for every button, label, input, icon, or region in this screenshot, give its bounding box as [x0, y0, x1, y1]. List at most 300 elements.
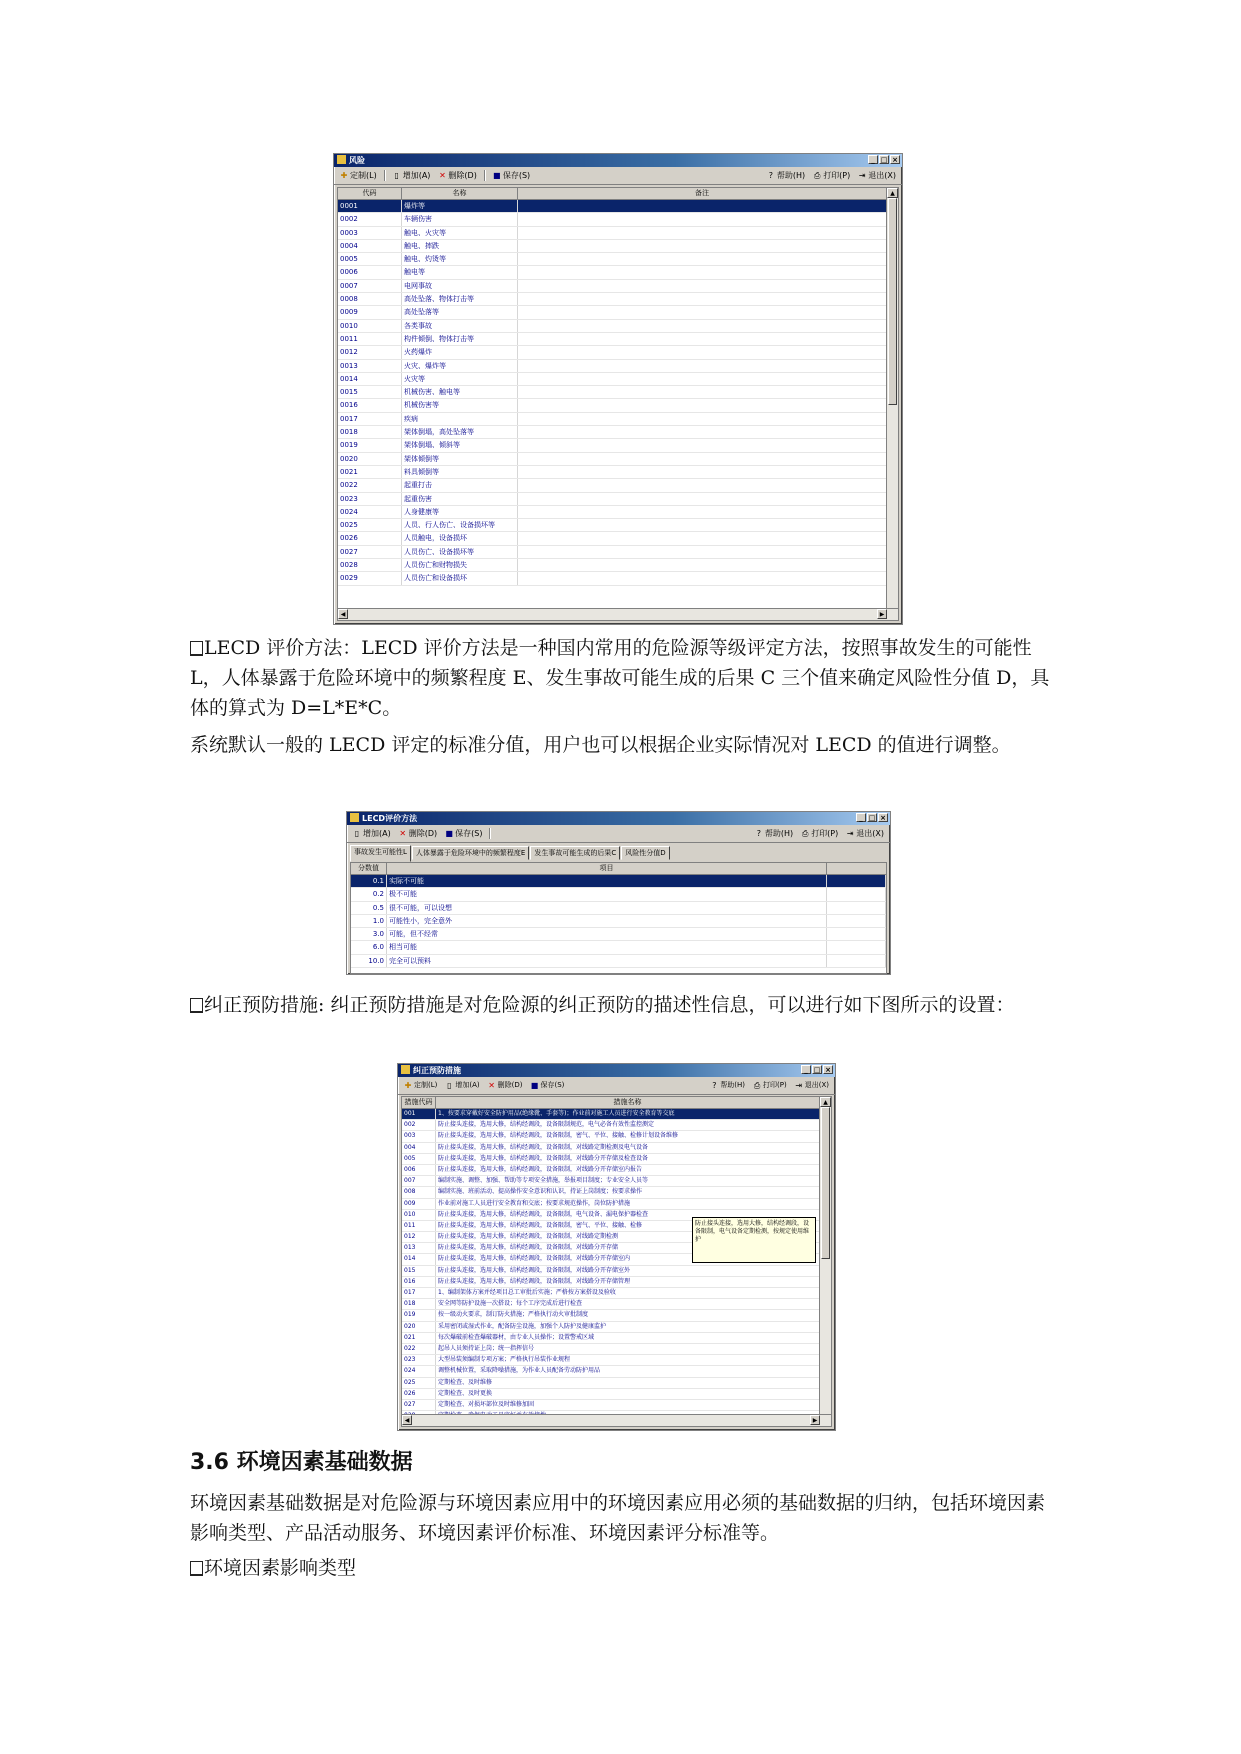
horizontal-scrollbar[interactable]: [338, 608, 898, 620]
help-button[interactable]: ? 帮助(H): [768, 170, 806, 180]
table-cell: [518, 399, 887, 411]
table-cell: 016: [402, 1277, 436, 1287]
table-cell: 起重伤害: [402, 493, 518, 505]
table-row[interactable]: [402, 1310, 820, 1321]
table-cell: 实际不可能: [387, 875, 827, 887]
risk-toolbar: [334, 167, 902, 185]
lecd-toolbar: [347, 825, 890, 843]
lecd-paragraph: LECD 评价方法：LECD 评价方法是一种国内常用的危险源等级评定方法，按照事故发生的可能性 L，人体暴露于危险环境中的频繁程度 E、发生事故可能生成的后果 C 三个值来确定风险性分值 D，具体的算式为 D=L*E*C。: [190, 637, 1050, 719]
save-icon: ■: [445, 828, 453, 838]
customize-button[interactable]: ✚ 定制(L): [404, 1080, 438, 1090]
table-row[interactable]: [338, 293, 887, 306]
window-title: 风险: [349, 156, 365, 165]
table-cell: 人身健康等: [402, 506, 518, 518]
table-row[interactable]: [338, 253, 887, 266]
table-cell: 012: [402, 1232, 436, 1242]
table-cell: 定期检查、对损坏部位及时维修加固: [436, 1400, 820, 1410]
scroll-thumb[interactable]: [821, 1107, 830, 1259]
table-cell: 触电、摔跌: [402, 240, 518, 252]
table-cell: [518, 306, 887, 318]
scroll-right-icon[interactable]: ▶: [810, 1415, 820, 1425]
column-header-measure-code[interactable]: 措施代码: [402, 1097, 436, 1108]
table-cell: 0.2: [351, 888, 387, 900]
table-row[interactable]: [402, 1165, 820, 1176]
table-row[interactable]: [402, 1366, 820, 1377]
table-row[interactable]: [402, 1288, 820, 1299]
scroll-left-icon[interactable]: ◀: [338, 609, 348, 619]
table-cell: 0010: [338, 320, 402, 332]
table-cell: 023: [402, 1355, 436, 1365]
table-row[interactable]: [402, 1355, 820, 1366]
table-row[interactable]: [338, 200, 887, 213]
table-cell: [518, 240, 887, 252]
table-cell: 0028: [338, 559, 402, 571]
table-cell: [518, 439, 887, 451]
save-button[interactable]: ■ 保存(S): [493, 170, 531, 180]
table-cell: 大型吊装须编制专项方案；严格执行吊装作业规程: [436, 1355, 820, 1365]
save-icon: ■: [493, 170, 501, 180]
table-row[interactable]: [402, 1154, 820, 1165]
help-icon: ?: [712, 1080, 717, 1090]
table-cell: 008: [402, 1187, 436, 1197]
print-button[interactable]: ⎙ 打印(P): [813, 170, 851, 180]
table-cell: [518, 506, 887, 518]
table-cell: [827, 902, 886, 914]
table-cell: [518, 546, 887, 558]
table-cell: [518, 572, 887, 584]
table-cell: 011: [402, 1221, 436, 1231]
table-row[interactable]: [338, 320, 887, 333]
table-row[interactable]: [338, 306, 887, 319]
table-cell: [827, 928, 886, 940]
table-cell: 架体倾倒等: [402, 453, 518, 465]
lecd-grid[interactable]: [350, 862, 887, 974]
app-icon: [401, 1065, 410, 1074]
table-cell: 0009: [338, 306, 402, 318]
window-title: LECD评价方法: [362, 814, 418, 823]
table-row[interactable]: [338, 479, 887, 492]
table-cell: 相当可能: [387, 941, 827, 953]
section-item: 环境因素影响类型: [190, 1553, 1052, 1583]
table-row[interactable]: [402, 1266, 820, 1277]
table-cell: 可能，但不经常: [387, 928, 827, 940]
table-row[interactable]: [351, 955, 886, 968]
exit-icon: ⇥: [858, 170, 866, 180]
scroll-up-icon[interactable]: ▲: [887, 188, 898, 198]
table-cell: 架体倒塌、倾斜等: [402, 439, 518, 451]
table-cell: 3.0: [351, 928, 387, 940]
corrective-window: [397, 1063, 836, 1431]
table-cell: 002: [402, 1120, 436, 1130]
table-row[interactable]: [338, 426, 887, 439]
table-row[interactable]: [402, 1400, 820, 1411]
table-row[interactable]: [402, 1199, 820, 1210]
table-cell: 触电、火灾等: [402, 227, 518, 239]
table-cell: 027: [402, 1400, 436, 1410]
table-cell: 0007: [338, 280, 402, 292]
table-cell: 0.5: [351, 902, 387, 914]
table-row[interactable]: [351, 888, 886, 901]
table-cell: [518, 519, 887, 531]
table-cell: 触电等: [402, 266, 518, 278]
table-cell: [518, 453, 887, 465]
table-row[interactable]: [338, 240, 887, 253]
table-cell: 定期检查、及时更换: [436, 1389, 820, 1399]
close-icon[interactable]: ×: [890, 155, 900, 164]
exit-button[interactable]: ⇥ 退出(X): [795, 1080, 829, 1090]
risk-grid-header: [338, 188, 887, 200]
new-file-icon: ▯: [354, 828, 360, 838]
table-cell: 可能性小，完全意外: [387, 915, 827, 927]
table-cell: 火灾等: [402, 373, 518, 385]
table-cell: 防止接头连接，选用大修，结构经调段，设备限制，对线路分开存储室内: [436, 1254, 820, 1264]
corrective-toolbar: [398, 1077, 835, 1095]
risk-grid-body: [338, 200, 887, 586]
section-heading: 3.6 环境因素基础数据: [190, 1450, 413, 1475]
table-row[interactable]: [402, 1120, 820, 1131]
minimize-icon[interactable]: _: [868, 155, 878, 164]
save-icon: ■: [530, 1080, 539, 1090]
corrective-grid-body: [402, 1109, 820, 1427]
tab-consequence[interactable]: 发生事故可能生成的后果C: [530, 846, 620, 860]
table-row[interactable]: [402, 1344, 820, 1355]
table-cell: 003: [402, 1131, 436, 1141]
table-cell: [518, 493, 887, 505]
table-cell: 020: [402, 1322, 436, 1332]
help-icon: ?: [756, 828, 762, 838]
customize-icon: ✚: [340, 170, 348, 180]
table-cell: 018: [402, 1299, 436, 1309]
table-cell: 0003: [338, 227, 402, 239]
lecd-default-paragraph: 系统默认一般的 LECD 评定的标准分值，用户也可以根据企业实际情况对 LECD 的值进行调整。: [190, 734, 1011, 756]
print-button[interactable]: ⎙ 打印(P): [801, 828, 839, 838]
table-cell: 人员伤亡、设备损坏等: [402, 546, 518, 558]
table-row[interactable]: [338, 572, 887, 585]
risk-grid[interactable]: [337, 187, 899, 621]
table-row[interactable]: [402, 1176, 820, 1187]
vertical-scrollbar[interactable]: [886, 188, 898, 609]
table-cell: 0027: [338, 546, 402, 558]
table-row[interactable]: [338, 493, 887, 506]
table-row[interactable]: [351, 928, 886, 941]
column-header-code[interactable]: 代码: [338, 188, 402, 199]
table-cell: [518, 386, 887, 398]
delete-icon: ✕: [488, 1080, 495, 1090]
corrective-grid-header: [402, 1097, 820, 1109]
lecd-window: [346, 811, 891, 975]
section-paragraph: 环境因素基础数据是对危险源与环境因素应用中的环境因素应用必须的基础数据的归纳，包括环境因素影响类型、产品活动服务、环境因素评价标准、环境因素评分标准等。: [190, 1492, 1046, 1544]
horizontal-scrollbar[interactable]: [402, 1414, 831, 1426]
customize-icon: ✚: [404, 1080, 412, 1090]
table-cell: 0005: [338, 253, 402, 265]
vertical-scrollbar[interactable]: [819, 1097, 831, 1415]
window-title: 纠正预防措施: [413, 1066, 461, 1075]
table-row[interactable]: [338, 280, 887, 293]
save-button[interactable]: ■ 保存(S): [530, 1080, 565, 1090]
table-cell: 0029: [338, 572, 402, 584]
table-row[interactable]: [338, 333, 887, 346]
table-cell: [827, 888, 886, 900]
cell-tooltip: 防止接头连接，选用大修，结构经调段，设备限制，电气设备定期检测，按规定使用维护: [692, 1217, 816, 1263]
table-cell: [827, 941, 886, 953]
minimize-icon[interactable]: _: [801, 1065, 811, 1074]
table-cell: 按一级动火要求，制订防火措施；严格执行动火审批制度: [436, 1310, 820, 1320]
table-cell: [518, 227, 887, 239]
table-cell: [518, 413, 887, 425]
table-cell: 防止接头连接，选用大修，结构经调段，设备限制，对线路定期检测: [436, 1232, 820, 1242]
table-cell: 安全网等防护设施一次搭设；每个工序完成后进行检查: [436, 1299, 820, 1309]
table-cell: 0023: [338, 493, 402, 505]
scroll-left-icon[interactable]: ◀: [402, 1415, 412, 1425]
table-cell: 人员伤亡和财物损失: [402, 559, 518, 571]
table-row[interactable]: [402, 1333, 820, 1344]
table-row[interactable]: [402, 1277, 820, 1288]
table-cell: 0008: [338, 293, 402, 305]
table-cell: 防止接头连接，选用大修，结构经调段，设备限制，对线路分开存储及检查设备: [436, 1154, 820, 1164]
table-cell: 0020: [338, 453, 402, 465]
minimize-icon[interactable]: _: [856, 813, 866, 822]
table-row[interactable]: [338, 399, 887, 412]
risk-window: [333, 153, 903, 625]
table-cell: 人员伤亡和设备损坏: [402, 572, 518, 584]
table-cell: 10.0: [351, 955, 387, 967]
close-icon[interactable]: ×: [823, 1065, 833, 1074]
maximize-icon[interactable]: □: [868, 814, 876, 822]
table-row[interactable]: [402, 1143, 820, 1154]
column-header-score[interactable]: 分数值: [351, 863, 387, 874]
delete-button[interactable]: ✕ 删除(D): [399, 828, 438, 838]
table-cell: 极不可能: [387, 888, 827, 900]
table-row[interactable]: [338, 506, 887, 519]
table-cell: 0018: [338, 426, 402, 438]
table-cell: 电网事故: [402, 280, 518, 292]
table-cell: 疾病: [402, 413, 518, 425]
table-cell: 高处坠落等: [402, 306, 518, 318]
divider: [489, 828, 491, 839]
table-row[interactable]: [338, 227, 887, 240]
table-cell: [518, 200, 887, 212]
table-cell: 构件倾倒、物体打击等: [402, 333, 518, 345]
table-cell: [518, 213, 887, 225]
table-cell: 0021: [338, 466, 402, 478]
table-cell: 防止接头连接，选用大修，结构经调段，设备限制，对线路分开存储管理: [436, 1277, 820, 1287]
table-row[interactable]: [338, 546, 887, 559]
table-cell: 防止接头连接，选用大修，结构经调段，设备限制，对线路定期检测及电气设备: [436, 1143, 820, 1153]
table-cell: 完全可以预料: [387, 955, 827, 967]
customize-button[interactable]: ✚ 定制(L): [340, 170, 377, 180]
checkbox-icon: [190, 998, 203, 1013]
table-row[interactable]: [351, 902, 886, 915]
checkbox-icon: [190, 641, 203, 656]
table-cell: 防止接头连接，选用大修，结构经调段，设备限制，对线路分开存储: [436, 1243, 820, 1253]
print-icon: ⎙: [801, 828, 809, 838]
maximize-icon[interactable]: □: [880, 156, 888, 164]
table-cell: 007: [402, 1176, 436, 1186]
table-cell: 017: [402, 1288, 436, 1298]
table-cell: [518, 293, 887, 305]
table-cell: 1.0: [351, 915, 387, 927]
corrective-paragraph: 纠正预防措施: 纠正预防措施是对危险源的纠正预防的描述性信息，可以进行如下图所示的设置：: [190, 990, 1052, 1020]
table-cell: [518, 360, 887, 372]
add-button[interactable]: ▯ 增加(A): [394, 170, 431, 180]
table-cell: 防止接头连接，选用大修，结构经调段，设备限制规范，电气必备有效性监控测定: [436, 1120, 820, 1130]
help-button[interactable]: ? 帮助(H): [712, 1080, 746, 1090]
help-button[interactable]: ? 帮助(H): [756, 828, 794, 838]
table-cell: [518, 532, 887, 544]
table-cell: [518, 426, 887, 438]
column-header-name[interactable]: 名称: [402, 188, 518, 199]
column-header-item[interactable]: 项目: [387, 863, 827, 874]
table-row[interactable]: [402, 1187, 820, 1198]
corrective-window-titlebar[interactable]: [398, 1064, 835, 1077]
table-cell: 0012: [338, 346, 402, 358]
table-cell: 火药爆炸: [402, 346, 518, 358]
table-row[interactable]: [402, 1378, 820, 1389]
exit-button[interactable]: ⇥ 退出(X): [846, 828, 884, 838]
tab-risk-score[interactable]: 风险性分值D: [621, 846, 669, 860]
table-cell: 0016: [338, 399, 402, 411]
table-cell: 防止接头连接，选用大修，结构经调段，设备限制，对线路分开存储室外: [436, 1266, 820, 1276]
table-cell: [518, 333, 887, 345]
risk-window-titlebar[interactable]: [334, 154, 902, 167]
column-header-measure-name[interactable]: 措施名称: [436, 1097, 820, 1108]
tab-likelihood[interactable]: 事故发生可能性L: [350, 845, 411, 862]
table-cell: 6.0: [351, 941, 387, 953]
delete-icon: ✕: [399, 828, 407, 838]
table-cell: 001: [402, 1109, 436, 1119]
app-icon: [350, 813, 359, 822]
table-row[interactable]: [402, 1131, 820, 1142]
add-button[interactable]: ▯ 增加(A): [354, 828, 391, 838]
table-cell: 021: [402, 1333, 436, 1343]
add-button[interactable]: ▯ 增加(A): [447, 1080, 480, 1090]
table-row[interactable]: [338, 346, 887, 359]
new-file-icon: ▯: [394, 170, 399, 180]
exit-icon: ⇥: [846, 828, 854, 838]
delete-icon: ✕: [439, 170, 446, 180]
scroll-right-icon[interactable]: ▶: [877, 609, 887, 619]
table-cell: 0019: [338, 439, 402, 451]
table-row[interactable]: [402, 1109, 820, 1120]
table-cell: 高处坠落、物体打击等: [402, 293, 518, 305]
table-row[interactable]: [402, 1389, 820, 1400]
corrective-grid[interactable]: [401, 1096, 832, 1427]
table-cell: 起重打击: [402, 479, 518, 491]
table-cell: 防止接头连接，选用大修，结构经调段，设备限制，电气设备、漏电保护器检查: [436, 1210, 820, 1220]
new-file-icon: ▯: [447, 1080, 452, 1090]
table-cell: 0.1: [351, 875, 387, 887]
table-cell: [827, 955, 886, 967]
table-row[interactable]: [338, 413, 887, 426]
table-row[interactable]: [338, 466, 887, 479]
divider: [484, 170, 486, 181]
table-cell: 机械伤害等: [402, 399, 518, 411]
table-cell: 019: [402, 1310, 436, 1320]
table-cell: 005: [402, 1154, 436, 1164]
table-row[interactable]: [338, 532, 887, 545]
help-icon: ?: [768, 170, 774, 180]
table-row[interactable]: [338, 519, 887, 532]
table-cell: 026: [402, 1389, 436, 1399]
table-cell: 0015: [338, 386, 402, 398]
scroll-up-icon[interactable]: ▲: [820, 1097, 831, 1107]
table-cell: 004: [402, 1143, 436, 1153]
table-cell: 料具倾倒等: [402, 466, 518, 478]
table-cell: 015: [402, 1266, 436, 1276]
table-cell: 0017: [338, 413, 402, 425]
table-cell: 每次爆破前检查爆破器材，由专业人员操作；设置警戒区域: [436, 1333, 820, 1343]
table-row[interactable]: [338, 266, 887, 279]
table-cell: 防止接头连接，选用大修，结构经调段，设备限制，密气、平位、接触、检修: [436, 1221, 820, 1231]
exit-icon: ⇥: [795, 1080, 803, 1090]
delete-button[interactable]: ✕ 删除(D): [488, 1080, 523, 1090]
table-row[interactable]: [351, 915, 886, 928]
table-cell: [518, 479, 887, 491]
table-cell: 架体倒塌，高处坠落等: [402, 426, 518, 438]
lecd-window-titlebar[interactable]: [347, 812, 890, 825]
table-row[interactable]: [338, 373, 887, 386]
save-button[interactable]: ■ 保存(S): [445, 828, 483, 838]
table-cell: 防止接头连接，选用大修，结构经调段，设备限制，对线路分开存储室内报告: [436, 1165, 820, 1175]
table-row[interactable]: [338, 453, 887, 466]
column-header-remark[interactable]: 备注: [518, 188, 887, 199]
table-cell: 防止接头连接，选用大修，结构经调段，设备限制，密气、平位、接触、检修计划设备维修: [436, 1131, 820, 1141]
exit-button[interactable]: ⇥ 退出(X): [858, 170, 896, 180]
table-cell: [518, 280, 887, 292]
scroll-thumb[interactable]: [888, 198, 897, 405]
table-cell: 各类事故: [402, 320, 518, 332]
table-cell: 作业前对施工人员进行安全教育和交底；按要求规范操作，岗位防护措施: [436, 1199, 820, 1209]
table-row[interactable]: [338, 559, 887, 572]
table-cell: 010: [402, 1210, 436, 1220]
table-cell: 0006: [338, 266, 402, 278]
table-cell: 025: [402, 1378, 436, 1388]
table-cell: 很不可能，可以设想: [387, 902, 827, 914]
table-cell: [827, 875, 886, 887]
table-row[interactable]: [338, 439, 887, 452]
tab-exposure[interactable]: 人体暴露于危险环境中的频繁程度E: [412, 846, 529, 860]
maximize-icon[interactable]: □: [813, 1066, 821, 1074]
table-cell: 024: [402, 1366, 436, 1376]
table-cell: 人员、行人伤亡、设备损坏等: [402, 519, 518, 531]
close-icon[interactable]: ×: [878, 813, 888, 822]
print-icon: ⎙: [813, 170, 821, 180]
table-cell: 0024: [338, 506, 402, 518]
table-cell: 022: [402, 1344, 436, 1354]
print-button[interactable]: ⎙ 打印(P): [753, 1080, 787, 1090]
table-cell: 0004: [338, 240, 402, 252]
table-row[interactable]: [338, 360, 887, 373]
table-cell: [518, 320, 887, 332]
table-row[interactable]: [402, 1299, 820, 1310]
table-cell: 火灾、爆炸等: [402, 360, 518, 372]
table-cell: 人员触电，设备损坏: [402, 532, 518, 544]
table-row[interactable]: [351, 941, 886, 954]
app-icon: [337, 155, 346, 164]
delete-button[interactable]: ✕ 删除(D): [439, 170, 477, 180]
table-row[interactable]: [338, 213, 887, 226]
table-cell: 0002: [338, 213, 402, 225]
table-row[interactable]: [402, 1322, 820, 1333]
table-cell: 1、按要求穿戴好安全防护用品(绝缘靴、手套等)；作业前对施工人员进行安全教育等交底: [436, 1109, 820, 1119]
table-cell: [518, 346, 887, 358]
lecd-grid-header: [351, 863, 886, 875]
table-cell: [518, 253, 887, 265]
table-row[interactable]: [351, 875, 886, 888]
table-row[interactable]: [338, 386, 887, 399]
table-cell: 定期检查、及时维修: [436, 1378, 820, 1388]
table-cell: 车辆伤害: [402, 213, 518, 225]
